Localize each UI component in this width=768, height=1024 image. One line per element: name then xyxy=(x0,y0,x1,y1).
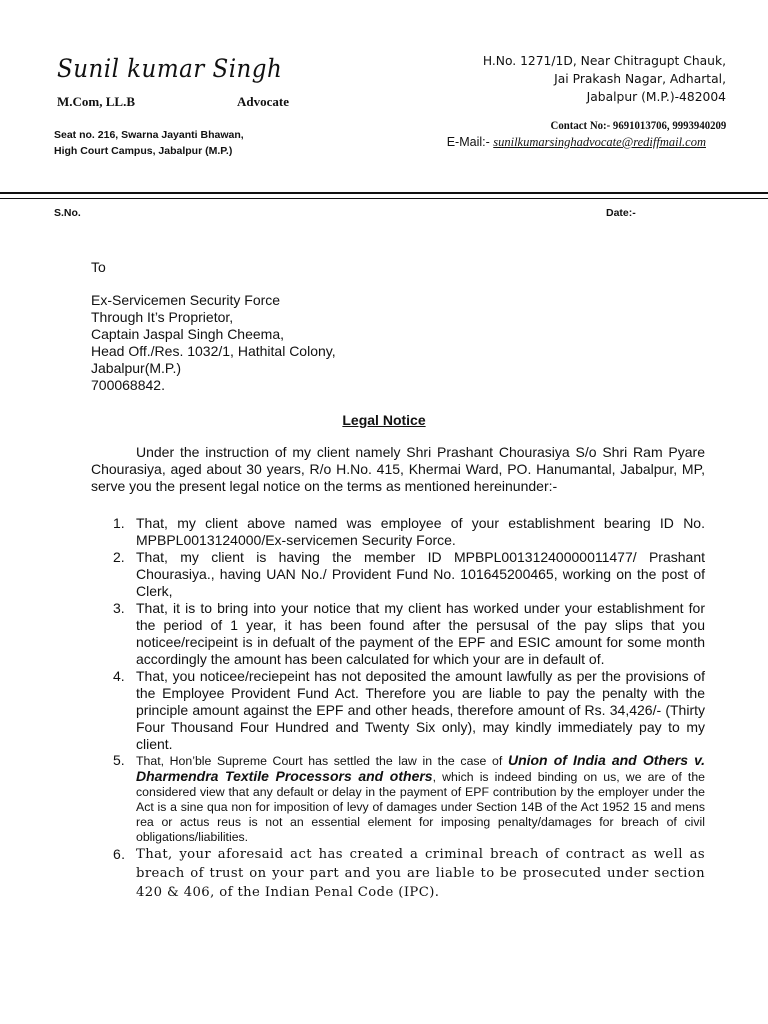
contact-numbers: Contact No:- 9691013706, 9993940209 xyxy=(550,118,726,132)
item-number: 3. xyxy=(113,600,125,616)
list-item xyxy=(91,515,705,549)
serial-number-label: S.No. xyxy=(54,207,81,219)
to-label: To xyxy=(91,259,106,275)
address-line: Jai Prakash Nagar, Adhartal, xyxy=(554,72,726,86)
item-text: That, you noticee/reciepeint has not deposited the amount lawfully as per the provisions of the Employee Provident Fund Act. Therefore you are liable to pay the penalty with the principle amount against the EPF and other heads, therefore amount of Rs. 34,426/- (Thirty Four Thousand Four Hundred and Twenty Six only), may kindly immediately pay to my client. xyxy=(136,668,705,752)
recipient-line: Captain Jaspal Singh Cheema, xyxy=(91,326,285,342)
header-divider xyxy=(0,192,768,194)
item-text: That, my client is having the member ID MPBPL00131240000011477/ Prashant Chourasiya., having UAN No./ Provident Fund No. 101645200465, working on the post of Clerk, xyxy=(136,549,705,599)
list-item xyxy=(91,668,705,753)
notice-points xyxy=(91,515,705,902)
item-text: That, your aforesaid act has created a criminal breach of contract as well as breach of trust on your part and you are liable to be prosecuted under section 420 & 406, of the Indian Penal Code (IPC). xyxy=(136,847,705,900)
chamber-address-line: Seat no. 216, Swarna Jayanti Bhawan, xyxy=(54,129,244,141)
chamber-address-line: High Court Campus, Jabalpur (M.P.) xyxy=(54,145,233,157)
case-citation: Union of India and Others v. Dharmendra Textile Processors and others xyxy=(136,752,706,784)
address-line: H.No. 1271/1D, Near Chitragupt Chauk, xyxy=(482,54,726,68)
recipient-line: Ex-Servicemen Security Force xyxy=(91,292,281,308)
notice-title: Legal Notice xyxy=(342,412,426,428)
recipient-line: Through It’s Proprietor, xyxy=(91,309,234,325)
email-link[interactable]: sunilkumarsinghadvocate@rediffmail.com xyxy=(493,135,706,149)
qualifications: M.Com, LL.B xyxy=(57,94,135,109)
email-line xyxy=(447,135,706,150)
intro-paragraph: Under the instruction of my client namely Shri Prashant Chourasiya S/o Shri Ram Pyare Chourasiya, aged about 30 years, R/o H.No. 415, Khermai Ward, PO. Hanumantal, Jabalpur, MP, serve you the present legal notice on the terms as mentioned hereinunder:- xyxy=(91,444,705,494)
item-number: 6. xyxy=(113,846,126,862)
item-text: , which is indeed binding on us, we are of the considered view that any default or delay in the payment of EPF contribution by the employer under the Act is a sine qua non for imposition of levy of damages under Section 14B of the Act 1952 15 and mens rea or actus reus is not an essential element for imposing penalty/damages for breach of civil obligations/liabilities. xyxy=(136,770,705,844)
date-label: Date:- xyxy=(606,207,636,219)
item-number: 4. xyxy=(113,668,125,684)
advocate-title: Advocate xyxy=(237,94,289,109)
recipient-line: Head Off./Res. 1032/1, Hathital Colony, xyxy=(91,343,336,359)
item-text: That, Hon’ble Supreme Court has settled the law in the case of xyxy=(136,754,508,768)
header-divider-thin xyxy=(0,198,768,199)
list-item xyxy=(91,600,705,668)
residence-address xyxy=(396,52,726,106)
item-number: 5. xyxy=(113,752,125,768)
item-text: That, my client above named was employee of your establishment bearing ID No. MPBPL0013124000/Ex-servicemen Security Force. xyxy=(136,515,705,548)
recipient-line: 700068842. xyxy=(91,377,165,393)
list-item xyxy=(91,845,705,902)
chamber-address xyxy=(54,127,244,159)
address-line: Jabalpur (M.P.)-482004 xyxy=(586,90,726,104)
recipient-address xyxy=(91,292,336,394)
item-text: That, it is to bring into your notice that my client has worked under your establishment for the period of 1 year, it has been found after the persusal of the pay slips that you noticee/recipeint is in defualt of the payment of the EPF and ESIC amount for some month accordingly the amount has been calculated for which your are in default of. xyxy=(136,600,705,667)
list-item xyxy=(91,753,705,845)
advocate-name: Sunil kumar Singh xyxy=(57,54,283,83)
item-number: 1. xyxy=(113,515,125,531)
recipient-line: Jabalpur(M.P.) xyxy=(91,360,182,376)
email-label: E-Mail:- xyxy=(446,135,490,149)
item-number: 2. xyxy=(113,549,125,565)
list-item xyxy=(91,549,705,600)
